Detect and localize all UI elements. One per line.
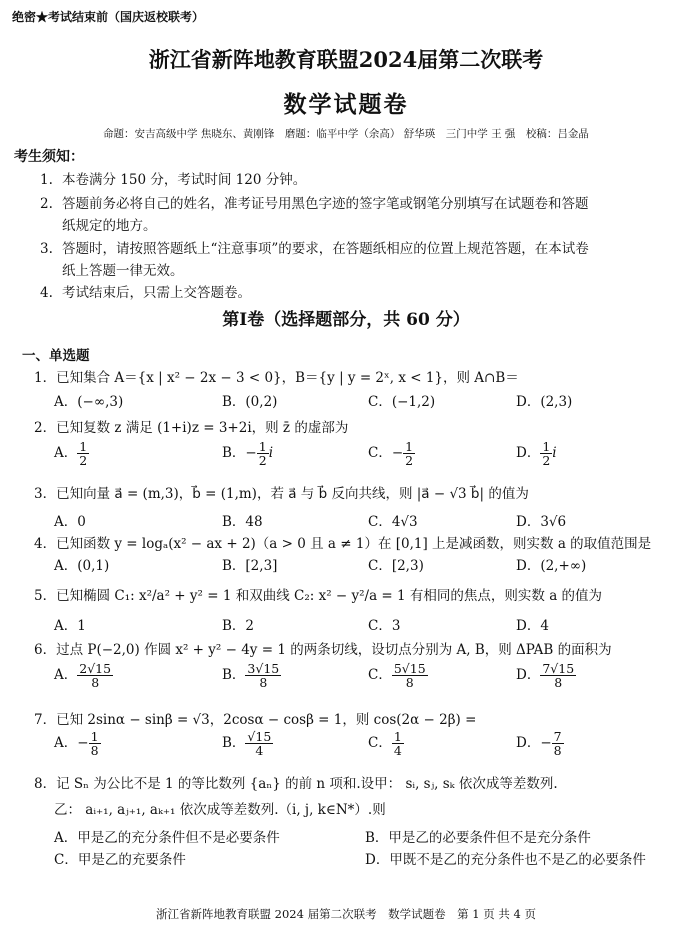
q3-option-b: B．48 bbox=[222, 514, 263, 530]
q8-option-a: A．甲是乙的充分条件但不是必要条件 bbox=[54, 830, 280, 846]
q4-option-a: A．(0,1) bbox=[54, 558, 110, 574]
instruction-number: 1. bbox=[40, 172, 53, 188]
q3-option-d: D．3√6 bbox=[516, 514, 567, 530]
question-2: 2．已知复数 z 满足 (1+i)z = 3+2i，则 z̄ 的虚部为 bbox=[34, 420, 349, 436]
q4-option-c: C．[2,3) bbox=[368, 558, 424, 574]
q8-option-d: D．甲既不是乙的充分条件也不是乙的必要条件 bbox=[365, 852, 646, 868]
instruction-3 bbox=[40, 237, 589, 257]
instruction-4 bbox=[40, 281, 251, 301]
q8-option-c: C．甲是乙的充要条件 bbox=[54, 852, 186, 868]
q7-option-a: A．− $\frac{1}{8}$ bbox=[54, 729, 99, 759]
q3-option-a: A．0 bbox=[54, 514, 86, 530]
instruction-2 bbox=[40, 192, 589, 212]
q3-option-c: C．4√3 bbox=[368, 514, 418, 530]
question-4: 4．已知函数 y = logₐ(x² − ax + 2)（a > 0 且 a ≠ 1）在 [0,1] 上是减函数，则实数 a 的取值范围是 bbox=[34, 536, 652, 552]
q6-option-c: C． $\frac{5√15}{8}$ bbox=[368, 661, 426, 691]
q4-option-d: D．(2,+∞) bbox=[516, 558, 587, 574]
q7-option-d: D．− $\frac{7}{8}$ bbox=[516, 729, 562, 759]
q8-option-b: B．甲是乙的必要条件但不是充分条件 bbox=[365, 830, 591, 846]
question-8-cont: 乙： aᵢ₊₁, aⱼ₊₁, aₖ₊₁ 依次成等差数列.（i, j, k∈N*）.则 bbox=[54, 802, 386, 818]
q5-option-d: D．4 bbox=[516, 618, 549, 634]
question-8: 8．记 Sₙ 为公比不是 1 的等比数列 {aₙ} 的前 n 项和.设甲： sᵢ, sⱼ, sₖ 依次成等差数列. bbox=[34, 776, 558, 792]
q5-option-b: B．2 bbox=[222, 618, 255, 634]
instruction-1 bbox=[40, 168, 306, 188]
q6-option-a: A． $\frac{2√15}{8}$ bbox=[54, 661, 112, 691]
instruction-number: 4. bbox=[40, 285, 53, 301]
question-3: 3．已知向量 a⃗ = (m,3)，b⃗ = (1,m)，若 a⃗ 与 b⃗ 反向共线，则 |a⃗ − √3 b⃗| 的值为 bbox=[34, 486, 529, 502]
q6-option-b: B． $\frac{3√15}{8}$ bbox=[222, 661, 280, 691]
part-title: 第Ⅰ卷（选择题部分，共 60 分） bbox=[222, 310, 470, 330]
page-footer: 浙江省新阵地教育联盟 2024 届第二次联考 数学试题卷 第 1 页 共 4 页 bbox=[156, 907, 536, 921]
q6-option-d: D． $\frac{7√15}{8}$ bbox=[516, 661, 575, 691]
q1-option-d: D．(2,3) bbox=[516, 394, 573, 410]
q7-option-c: C． $\frac{1}{4}$ bbox=[368, 729, 402, 759]
notice-heading: 考生须知： bbox=[14, 149, 84, 165]
q2-option-c: C．− $\frac{1}{2}$ bbox=[368, 439, 414, 469]
question-5: 5．已知椭圆 C₁: x²/a² + y² = 1 和双曲线 C₂: x² − y²/a = 1 有相同的焦点，则实数 a 的值为 bbox=[34, 588, 603, 604]
confidential-header: 绝密★考试结束前（国庆返校联考） bbox=[12, 10, 205, 24]
question-7: 7．已知 2sinα − sinβ = √3，2cosα − cosβ = 1，则 cos(2α − 2β) = bbox=[34, 712, 477, 728]
question-6: 6．过点 P(−2,0) 作圆 x² + y² − 4y = 1 的两条切线，设切点分别为 A, B，则 ΔPAB 的面积为 bbox=[34, 642, 612, 658]
q2-option-b: B．− $\frac{1}{2}$ i bbox=[222, 439, 274, 469]
q1-option-b: B．(0,2) bbox=[222, 394, 278, 410]
question-1: 1．已知集合 A＝{x | x² − 2x − 3 < 0}，B＝{y | y = 2ˣ, x < 1}，则 A∩B＝ bbox=[34, 370, 519, 386]
instruction-text: 考试结束后，只需上交答题卷。 bbox=[62, 285, 251, 301]
section-title: 一、单选题 bbox=[22, 348, 90, 364]
q7-option-b: B． $\frac{√15}{4}$ bbox=[222, 729, 272, 759]
instruction-number: 2. bbox=[40, 196, 53, 212]
q4-option-b: B．[2,3] bbox=[222, 558, 278, 574]
instruction-text: 答题前务必将自己的姓名，准考证号用黑色字迹的签字笔或钢笔分别填写在试题卷和答题 bbox=[62, 196, 589, 212]
q5-option-c: C．3 bbox=[368, 618, 401, 634]
q5-option-a: A．1 bbox=[54, 618, 86, 634]
q2-option-a: A． $\frac{1}{2}$ bbox=[54, 439, 88, 469]
q1-option-c: C．(−1,2) bbox=[368, 394, 436, 410]
instruction-text: 答题时，请按照答题纸上“注意事项”的要求，在答题纸相应的位置上规范答题，在本试卷 bbox=[62, 241, 589, 257]
instruction-2-cont: 纸规定的地方。 bbox=[62, 218, 157, 234]
exam-subtitle: 数学试题卷 bbox=[283, 91, 409, 118]
q2-option-d: D． $\frac{1}{2}$ i bbox=[516, 439, 557, 469]
instruction-text: 本卷满分 150 分，考试时间 120 分钟。 bbox=[62, 172, 307, 188]
exam-title: 浙江省新阵地教育联盟2024届第二次联考 bbox=[148, 47, 544, 72]
instruction-3-cont: 纸上答题一律无效。 bbox=[62, 263, 184, 279]
credits-line: 命题：安吉高级中学 焦晓东、黄刚锋 磨题：临平中学（余高） 舒华瑛 三门中学 王 强 校稿：吕金晶 bbox=[103, 128, 589, 140]
q1-option-a: A．(−∞,3) bbox=[54, 394, 124, 410]
instruction-number: 3. bbox=[40, 241, 53, 257]
